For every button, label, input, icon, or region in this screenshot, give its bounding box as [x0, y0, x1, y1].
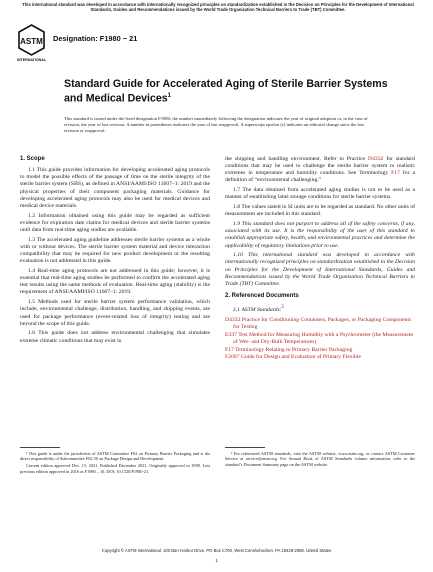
- scope-para-1-3: 1.3 The accelerated aging guideline addresses sterile barrier systems as a whole with or without devices. The sterile barrier system material and device interaction compatibility that may be required for new product development or the resulting evaluation is not addressed in this guide.: [20, 236, 210, 265]
- scope-para-1-7: 1.7 The data obtained from accelerated aging studies is not to be used as a manner of establishing label storage conditions for sterile barrier systems.: [225, 187, 415, 201]
- footnote-divider: [20, 447, 60, 448]
- standard-note: This standard is issued under the fixed designation F1980; the number immediately following the designation indicates the year of original adoption or, in the case of revision, the year of last revision. A number in parentheses indicates the year of last reapproval. A superscript epsilon (ε) indicates an editorial change since the last revision or reapproval.: [64, 116, 368, 134]
- ref-f17[interactable]: [225, 347, 415, 354]
- p6-cont-a: the shipping and handling environment. Refer to Practice: [225, 156, 368, 162]
- footnote-1b: Current edition approved Dec. 15, 2021. Published December 2021. Originally approved in 1999. Last previous edition approved in 2016 as F1980 – 16. DOI: 10.1520/F1980-21.: [20, 463, 210, 474]
- scope-heading: 1. Scope: [20, 156, 45, 162]
- svg-text:ASTM: ASTM: [20, 37, 43, 46]
- footnotes-left: [20, 451, 210, 476]
- scope-para-1-4: 1.4 Real-time aging protocols are not addressed in this guide; however, it is essential that real-time aging studies be performed to confirm the accelerated aging test results using the same methods of evaluation. Real-time aging (stability) is the requirement of ANSI/AAMI/ISO 11607–1: 2019.: [20, 267, 210, 296]
- page-number: 1: [215, 558, 218, 563]
- ref-e337[interactable]: [225, 332, 415, 346]
- item-21-sup: 2: [281, 305, 284, 311]
- ref-code[interactable]: F2097: [225, 354, 240, 361]
- svg-text:INTERNATIONAL: INTERNATIONAL: [17, 58, 46, 62]
- astm-logo: [17, 24, 46, 64]
- link-f17[interactable]: F17: [391, 170, 400, 177]
- ref-title[interactable]: Terminology Relating to Primary Barrier Packaging: [235, 346, 353, 353]
- footnote-divider: [225, 447, 265, 448]
- referenced-heading: 2. Referenced Documents: [225, 293, 299, 300]
- copyright-line: Copyright © ASTM International, 100 Barr Harbor Drive, PO Box C700, West Conshohocken, PA 19428-2959. United States: [101, 548, 332, 553]
- scope-para-1-6-cont: [225, 156, 415, 185]
- ref-title[interactable]: Guide for Design and Evaluation of Primary Flexible: [240, 354, 361, 361]
- scope-para-1-10: 1.10 This international standard was developed in accordance with internationally recognized principles on standardization established in the Decision on Principles for the Development of International Standards, Guides and Recommendations issued by the World Trade Organization Technical Barriers to Trade (TBT) Committee.: [225, 252, 415, 287]
- title-footnote-mark: 1: [167, 93, 171, 100]
- item-21-label: 2.1: [233, 307, 242, 314]
- item-21-text: ASTM Standards:: [241, 307, 282, 314]
- scope-para-1-8: 1.8 The values stated in SI units are to be regarded as standard. No other units of measurement are included in this standard.: [225, 204, 415, 218]
- scope-para-1-6: 1.6 This guide does not address environmental challenging that simulates extreme climatic conditions that may exist in: [20, 330, 210, 344]
- ref-code[interactable]: D4332: [225, 316, 241, 323]
- left-column: [20, 156, 210, 347]
- ref-f2097[interactable]: [225, 354, 415, 361]
- astm-standards-line: [225, 304, 415, 314]
- footnote-2: ² For referenced ASTM standards, visit the ASTM website, www.astm.org, or contact ASTM Customer Service at service@astm.org. For Annual Book of ASTM Standards volume information, refer to the standard’s Document Summary page on the ASTM website.: [225, 451, 415, 467]
- scope-para-1-9: 1.9 This standard does not purport to address all of the safety concerns, if any, associated with its use. It is the responsibility of the user of this standard to establish appropriate safety, health, and environmental practices and determine the applicability of regulatory limitations prior to use.: [225, 221, 415, 249]
- footnote-1a: ¹ This guide is under the jurisdiction of ASTM Committee F02 on Primary Barrier Packaging and is the direct responsibility of Subcommittee F02.50 on Package Design and Development.: [20, 451, 210, 462]
- scope-para-1-1: 1.1 This guide provides information for developing accelerated aging protocols to model the possible effects of the passage of time on the sterile integrity of the sterile barrier system (SBS), as defined in ANSI/AAMI/ISO 11607–1: 2019 and the physical properties of their component packaging materials. Guidance for developing accelerated aging protocols may also be used for medical devices and medical device materials.: [20, 167, 210, 209]
- scope-para-1-2: 1.2 Information obtained using this guide may be regarded as sufficient evidence for expiration date claims for medical devices and sterile barrier systems until data from real-time aging studies are available.: [20, 212, 210, 233]
- footnotes-right: [225, 451, 415, 469]
- ref-title[interactable]: Practice for Conditioning Containers, Packages, or Packaging Components for Testing: [233, 316, 412, 330]
- right-column: [225, 156, 415, 362]
- designation: Designation: F1980 − 21: [53, 34, 138, 43]
- p6-cont-b: for standard conditions that may be used to challenge the sterile barrier system to realistic extremes in temperature and humidity conditions. See Terminology: [225, 156, 415, 177]
- ref-title[interactable]: Test Method for Measuring Humidity with a Psychrometer (the Measurement of Wet- and Dry-Bulb Temperatures): [233, 331, 414, 345]
- page-title: [64, 78, 394, 105]
- p6-cont-c: for a definition of “environmental challenging.”: [225, 170, 415, 184]
- ref-code[interactable]: E337: [225, 331, 237, 338]
- ref-code[interactable]: F17: [225, 346, 234, 353]
- header-note: This international standard was developed in accordance with internationally recognized principles on standardization established in the Decision on Principles for the Development of International Standards, Guides and Recommendations issued by the World Trade Organization Technical Barriers to Trade (TBT) Committee.: [22, 2, 414, 13]
- scope-para-1-5: 1.5 Methods used for sterile barrier system performance validation, which include, environmental challenge, distribution, handling, and shipping events, are used for package performance (event-related loss of integrity) testing and are beyond the scope of this guide.: [20, 299, 210, 327]
- ref-d4332[interactable]: [225, 317, 415, 331]
- link-d4332[interactable]: D4332: [368, 156, 384, 162]
- title-text: Standard Guide for Accelerated Aging of Sterile Barrier Systems and Medical Devices: [64, 78, 388, 105]
